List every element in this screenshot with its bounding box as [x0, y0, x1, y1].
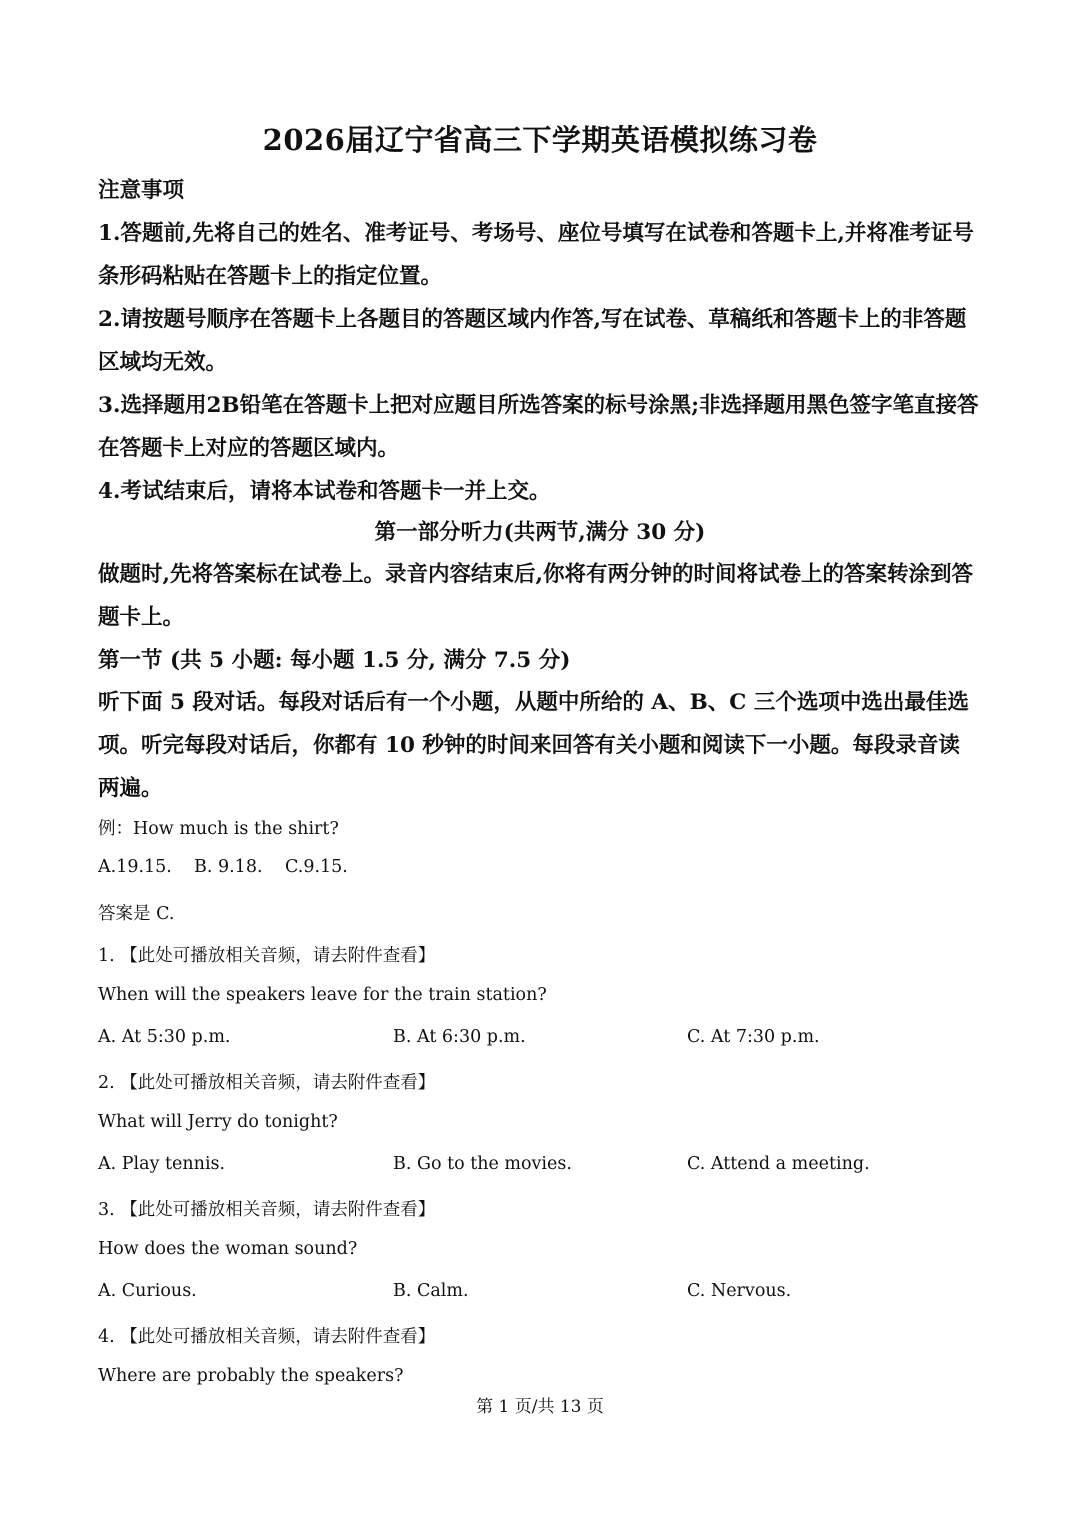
example-option-b: B. 9.18.	[194, 857, 263, 877]
notice-item-2-line-2: 区域均无效。	[98, 350, 228, 375]
notice-item-4: 4.考试结束后，请将本试卷和答题卡一并上交。	[98, 479, 551, 504]
question-4-text: Where are probably the speakers?	[98, 1366, 404, 1386]
example-option-a: A.19.15.	[98, 857, 172, 877]
question-2-audio[interactable]: 2. 【此处可播放相关音频，请去附件查看】	[98, 1073, 436, 1093]
question-3-option-b: B. Calm.	[393, 1281, 469, 1301]
part1-heading: 第一部分听力(共两节,满分 30 分)	[374, 520, 706, 545]
question-4-audio[interactable]: 4. 【此处可播放相关音频，请去附件查看】	[98, 1327, 436, 1347]
section1-instruction-line-3: 两遍。	[98, 776, 163, 801]
question-1-option-c: C. At 7:30 p.m.	[687, 1027, 820, 1047]
question-3-option-a: A. Curious.	[98, 1281, 197, 1301]
example-option-c: C.9.15.	[285, 857, 348, 877]
section1-instruction-line-2: 项。听完每段对话后，你都有 10 秒钟的时间来回答有关小题和阅读下一小题。每段录音读	[98, 733, 960, 758]
question-2-option-a: A. Play tennis.	[98, 1154, 226, 1174]
notice-item-3-line-2: 在答题卡上对应的答题区域内。	[98, 436, 400, 461]
question-2-option-c: C. Attend a meeting.	[687, 1154, 870, 1174]
notice-item-3-line-1: 3.选择题用2B铅笔在答题卡上把对应题目所选答案的标号涂黑;非选择题用黑色签字笔直接答	[98, 393, 979, 418]
question-3-text: How does the woman sound?	[98, 1239, 358, 1259]
page-title: 2026届辽宁省高三下学期英语模拟练习卷	[262, 123, 818, 157]
notice-item-1-line-1: 1.答题前,先将自己的姓名、准考证号、考场号、座位号填写在试卷和答题卡上,并将准考证号	[98, 221, 974, 246]
section1-heading: 第一节 (共 5 小题: 每小题 1.5 分, 满分 7.5 分)	[98, 648, 571, 673]
section1-instruction-line-1: 听下面 5 段对话。每段对话后有一个小题，从题中所给的 A、B、C 三个选项中选出最佳选	[98, 690, 969, 715]
question-3-option-c: C. Nervous.	[687, 1281, 792, 1301]
notice-item-2-line-1: 2.请按题号顺序在答题卡上各题目的答题区域内作答,写在试卷、草稿纸和答题卡上的非答题	[98, 307, 967, 332]
question-1-option-b: B. At 6:30 p.m.	[393, 1027, 526, 1047]
part1-instruction-line-2: 题卡上。	[98, 605, 185, 630]
question-1-option-a: A. At 5:30 p.m.	[98, 1027, 231, 1047]
example-question: 例：How much is the shirt?	[98, 819, 339, 839]
question-2-text: What will Jerry do tonight?	[98, 1112, 338, 1132]
question-1-audio[interactable]: 1. 【此处可播放相关音频，请去附件查看】	[98, 946, 436, 966]
question-1-text: When will the speakers leave for the train station?	[98, 985, 547, 1005]
notice-heading: 注意事项	[98, 178, 185, 203]
page-footer: 第 1 页/共 13 页	[476, 1397, 604, 1417]
question-3-audio[interactable]: 3. 【此处可播放相关音频，请去附件查看】	[98, 1200, 436, 1220]
question-2-option-b: B. Go to the movies.	[393, 1154, 572, 1174]
notice-item-1-line-2: 条形码粘贴在答题卡上的指定位置。	[98, 264, 443, 289]
example-answer: 答案是 C.	[98, 904, 175, 924]
part1-instruction-line-1: 做题时,先将答案标在试卷上。录音内容结束后,你将有两分钟的时间将试卷上的答案转涂到答	[98, 562, 973, 587]
